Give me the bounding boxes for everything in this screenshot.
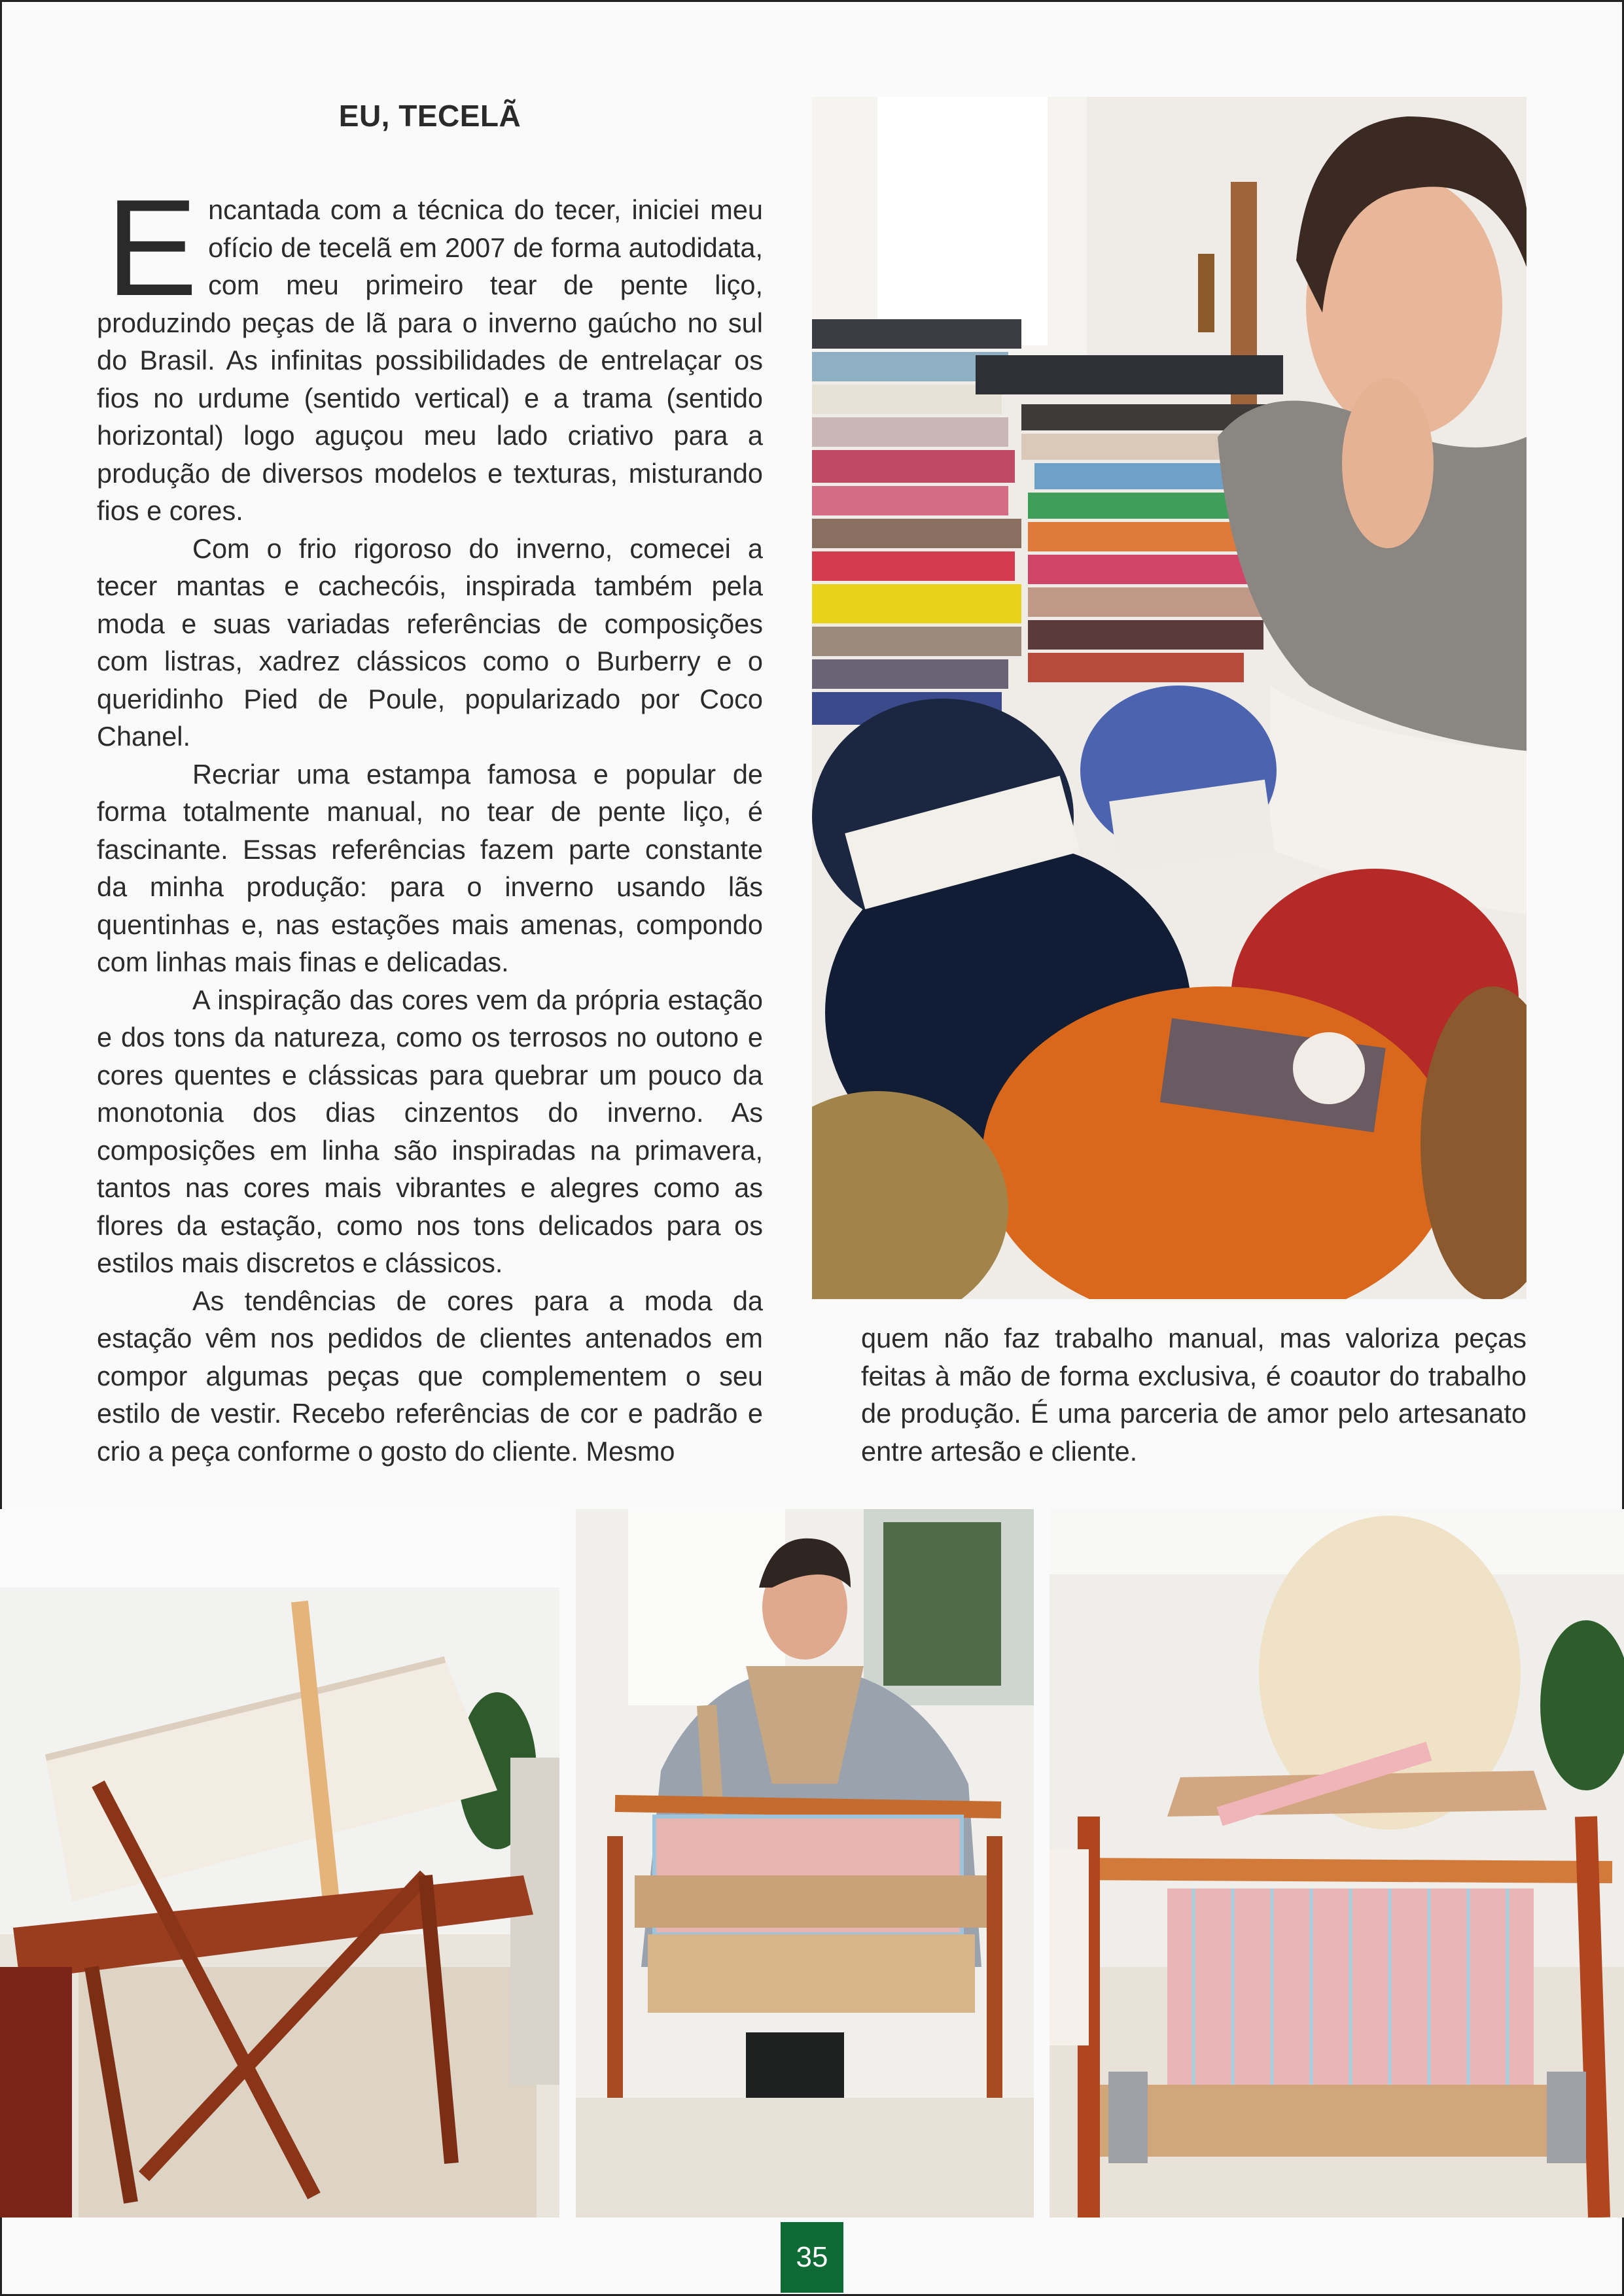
page-number: 35 xyxy=(781,2222,843,2293)
drop-cap: E xyxy=(106,171,198,324)
article-title: EU, TECELÃ xyxy=(338,99,521,133)
paragraph-4: A inspiração das cores vem da própria estação e dos tons da natureza, como os terrosos no outono e cores quentes e clássicas para quebrar um pouco da monotonia dos dias cinzentos do inverno. As composições em linha são inspiradas na primavera, tantos nas cores mais vibrantes e alegres como as flores da estação, como nos tons delicados para os estilos mais discretos e clássicos. xyxy=(97,984,763,1278)
paragraph-5: As tendências de cores para a moda da estação vêm nos pedidos de clientes antenados em compor algumas peças que complementem o seu estilo de vestir. Recebo referências de cor e padrão e crio a peça conforme o gosto do cliente. Mesmo xyxy=(97,1285,763,1467)
paragraph-1-text: ncantada com a técnica do tecer, iniciei meu ofício de tecelã em 2007 de forma autodidata, com meu primeiro tear de pente liço, produzindo peças de lã para o inverno gaúcho no sul do Brasil. As infinitas possibilidades de entrelaçar os fios no urdume (sentido vertical) e a trama (sentido horizontal) logo aguçou meu lado criativo para a produção de diversos modelos e texturas, misturando fios e cores. xyxy=(97,194,763,526)
paragraph-3: Recriar uma estampa famosa e popular de forma totalmente manual, no tear de pente liço, é fascinante. Essas referências fazem parte constante da minha produção: para o inverno usando lãs quentinhas e, nas estações mais amenas, compondo com linhas mais finas e delicadas. xyxy=(97,758,763,977)
loom-white-weave-photo xyxy=(0,1509,559,2218)
loom-pastel-warp-photo xyxy=(1050,1509,1624,2218)
weaver-portrait-photo xyxy=(812,97,1527,1299)
paragraph-2: Com o frio rigoroso do inverno, comecei a tecer mantas e cachecóis, inspirada também pela moda e suas variadas referências de composições com listras, xadrez clássicos como o Burberry e o queridinho Pied de Poule, popularizado por Coco Chanel. xyxy=(97,532,763,752)
paragraph-1 xyxy=(97,171,763,530)
weaver-at-loom-photo xyxy=(576,1509,1034,2218)
paragraph-continuation: quem não faz trabalho manual, mas valoriza peças feitas à mão de forma exclusiva, é coautor do trabalho de produção. É uma parceria de amor pelo artesanato entre artesão e cliente. xyxy=(861,1323,1527,1467)
article-body xyxy=(97,171,763,1470)
